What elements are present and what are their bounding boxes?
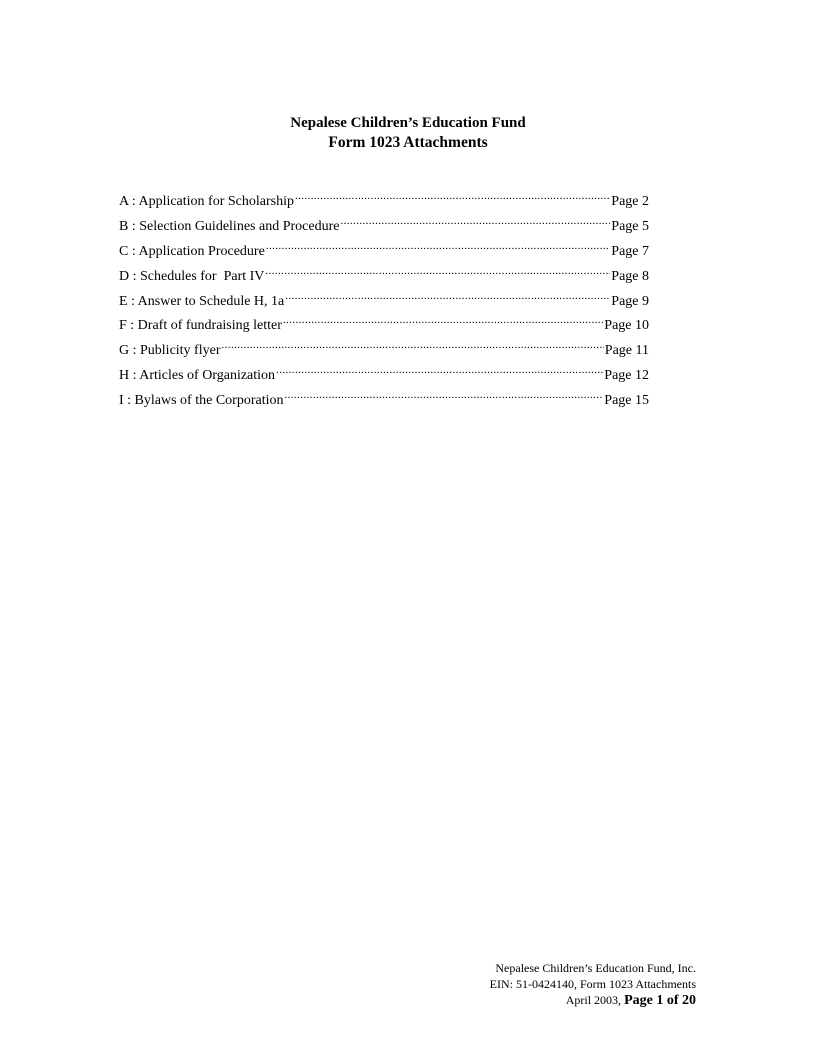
footer-ein: EIN: 51-0424140, Form 1023 Attachments <box>489 977 696 991</box>
toc-entry-page: Page 10 <box>604 318 649 334</box>
toc-entry-a <box>119 187 649 212</box>
toc-entry-page: Page 15 <box>604 392 649 408</box>
toc-entry-page: Page 11 <box>604 343 649 359</box>
toc-entry-label: F : Draft of fundraising letter <box>119 318 282 334</box>
toc-entry-d <box>119 261 649 286</box>
toc-entry-label: C : Application Procedure <box>119 243 265 259</box>
toc-entry-label: A : Application for Scholarship <box>119 194 294 210</box>
toc-entry-label: I : Bylaws of the Corporation <box>119 392 284 408</box>
page-footer <box>490 960 696 1009</box>
dot-leader <box>284 385 603 403</box>
toc-entry-label: B : Selection Guidelines and Procedure <box>119 219 340 235</box>
toc-entry-e <box>119 286 649 311</box>
dot-leader <box>265 261 610 279</box>
toc-entry-page: Page 7 <box>611 243 649 259</box>
toc-entry-label: E : Answer to Schedule H, 1a <box>119 293 285 309</box>
footer-date: April 2003, <box>565 993 622 1007</box>
toc-entry-page: Page 8 <box>611 268 649 284</box>
toc-entry-page: Page 5 <box>611 219 649 235</box>
toc-entry-i <box>119 385 649 410</box>
footer-date-page <box>490 992 696 1009</box>
footer-organization: Nepalese Children’s Education Fund, Inc. <box>495 961 696 975</box>
page-number: Page 1 of 20 <box>624 993 696 1008</box>
toc-entry-page: Page 2 <box>611 194 649 210</box>
table-of-contents <box>119 187 649 410</box>
dot-leader <box>283 311 603 329</box>
dot-leader <box>276 361 603 379</box>
toc-entry-label: G : Publicity flyer <box>119 343 221 359</box>
dot-leader <box>222 336 604 354</box>
document-header <box>0 113 816 153</box>
toc-entry-f <box>119 311 649 336</box>
toc-entry-label: H : Articles of Organization <box>119 367 276 383</box>
toc-entry-page: Page 9 <box>611 293 649 309</box>
toc-entry-c <box>119 237 649 262</box>
dot-leader <box>266 237 610 255</box>
toc-entry-g <box>119 336 649 361</box>
dot-leader <box>295 187 610 205</box>
organization-title: Nepalese Children’s Education Fund <box>290 115 526 131</box>
toc-entry-h <box>119 361 649 386</box>
dot-leader <box>340 212 610 230</box>
toc-entry-b <box>119 212 649 237</box>
dot-leader <box>285 286 610 304</box>
toc-entry-label: D : Schedules for Part IV <box>119 268 265 284</box>
toc-entry-page: Page 12 <box>604 367 649 383</box>
document-title: Form 1023 Attachments <box>328 134 488 151</box>
